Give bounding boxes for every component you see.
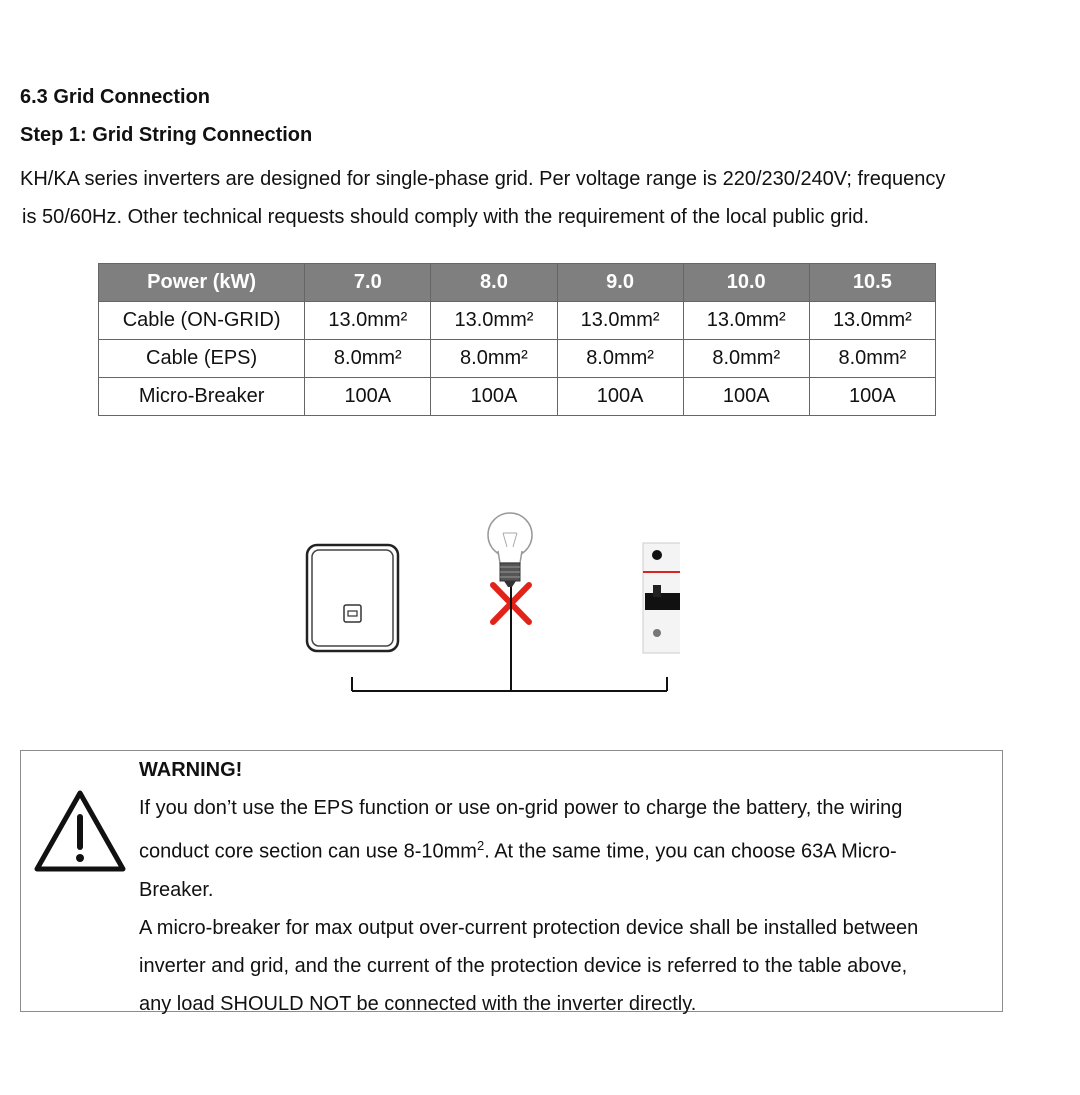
table-cell: 8.0mm² <box>557 340 683 378</box>
warning-triangle-icon <box>33 789 127 873</box>
table-cell: 8.0mm² <box>809 340 935 378</box>
warning-line-part: . At the same time, you can choose 63A Micro- <box>484 840 897 863</box>
header-cell: 8.0 <box>431 264 557 302</box>
section-heading: 6.3 Grid Connection <box>20 86 211 108</box>
header-cell: 7.0 <box>305 264 431 302</box>
table-cell: 13.0mm² <box>809 302 935 340</box>
warning-line: inverter and grid, and the current of the protection device is referred to the table above, <box>139 954 908 977</box>
table-cell: 8.0mm² <box>683 340 809 378</box>
table-cell: 100A <box>809 378 935 416</box>
table-cell: 8.0mm² <box>305 340 431 378</box>
intro-paragraph <box>20 160 1030 236</box>
table-cell: 13.0mm² <box>305 302 431 340</box>
table-cell: 13.0mm² <box>431 302 557 340</box>
table-row <box>99 340 936 378</box>
warning-text <box>139 789 989 1023</box>
wiring-diagram <box>300 505 680 700</box>
warning-line: If you don’t use the EPS function or use on-grid power to charge the battery, the wiring <box>139 797 903 819</box>
warning-line: A micro-breaker for max output over-current protection device shall be installed between <box>139 916 919 939</box>
header-cell: 9.0 <box>557 264 683 302</box>
table-row <box>99 302 936 340</box>
warning-title: WARNING! <box>139 759 243 781</box>
superscript: 2 <box>476 838 485 853</box>
header-cell: Power (kW) <box>99 264 305 302</box>
header-cell: 10.0 <box>683 264 809 302</box>
table-cell: 100A <box>683 378 809 416</box>
table-cell: Cable (ON-GRID) <box>99 302 305 340</box>
warning-line: any load SHOULD NOT be connected with the inverter directly. <box>139 992 697 1015</box>
header-cell: 10.5 <box>809 264 935 302</box>
warning-line-part: conduct core section can use 8-10mm <box>139 840 477 863</box>
table-row <box>99 378 936 416</box>
warning-box <box>20 750 1003 1015</box>
table-cell: 100A <box>305 378 431 416</box>
intro-line-1: KH/KA series inverters are designed for single-phase grid. Per voltage range is 220/230/240V; frequency <box>20 168 946 190</box>
warning-line <box>139 827 989 871</box>
warning-line: Breaker. <box>139 878 214 901</box>
micro-breaker-icon <box>643 543 680 653</box>
table-cell: 8.0mm² <box>431 340 557 378</box>
inverter-icon <box>307 545 398 651</box>
intro-line-2: is 50/60Hz. Other technical requests should comply with the requirement of the local public grid. <box>22 206 870 228</box>
light-bulb-icon <box>488 513 532 587</box>
table-cell: 13.0mm² <box>557 302 683 340</box>
table-cell: Cable (EPS) <box>99 340 305 378</box>
table-header-row <box>99 264 936 302</box>
table-cell: 100A <box>431 378 557 416</box>
cable-spec-table <box>98 263 936 416</box>
table-cell: 13.0mm² <box>683 302 809 340</box>
table-cell: 100A <box>557 378 683 416</box>
table-cell: Micro-Breaker <box>99 378 305 416</box>
step-heading: Step 1: Grid String Connection <box>20 124 313 146</box>
